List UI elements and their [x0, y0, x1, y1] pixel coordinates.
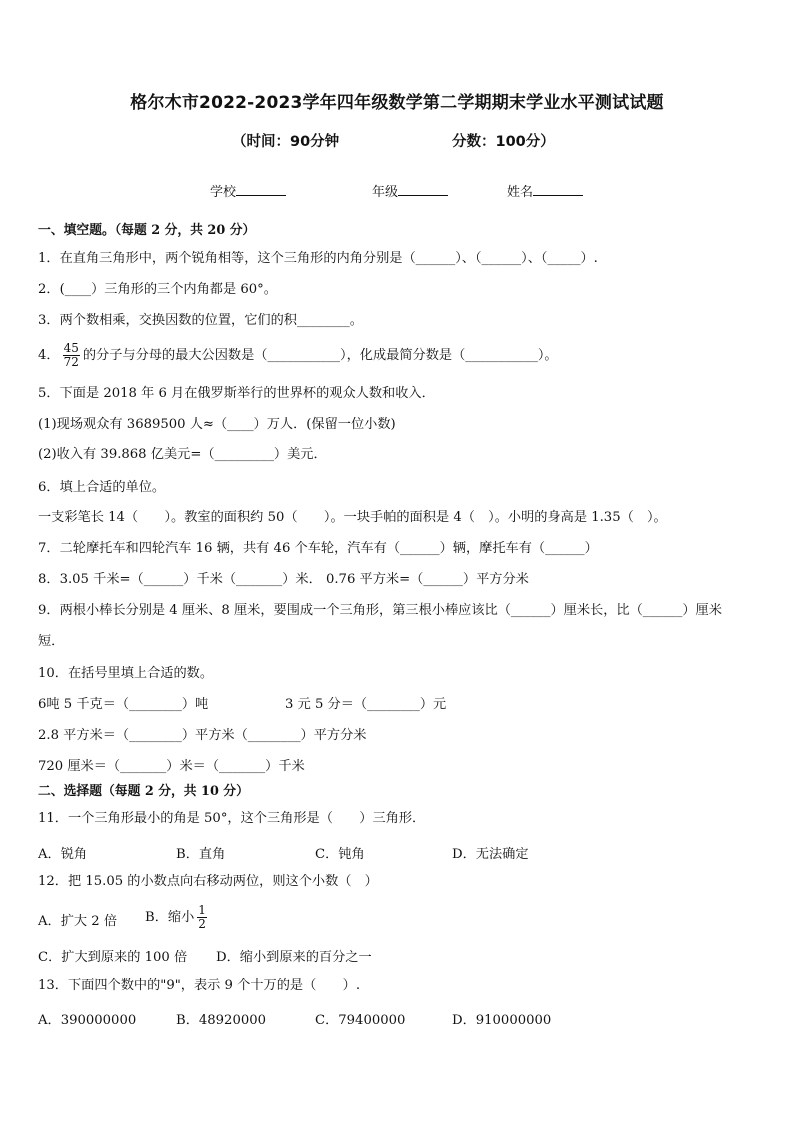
section1-heading: 一、填空题。（每题 2 分，共 20 分）	[38, 223, 256, 238]
q4-denominator: 72	[63, 355, 79, 369]
question-6-blanks: 一支彩笔长 14（ ）。教室的面积约 50（ ）。一块手帕的面积是 4（ ）。小明的身高是 1.35（ ）。	[38, 510, 667, 525]
q13-option-c[interactable]: C．79400000	[315, 1013, 406, 1028]
school-field	[210, 181, 286, 200]
q4-numerator: 45	[63, 341, 79, 355]
q13-option-b[interactable]: B．48920000	[176, 1013, 267, 1028]
question-10-a1: 6吨 5 千克＝（________）吨	[38, 697, 209, 712]
q12-numerator: 1	[198, 903, 206, 917]
question-12: 12．把 15.05 的小数点向右移动两位，则这个小数（ ）	[38, 874, 378, 889]
q12-fraction	[197, 904, 207, 931]
question-4	[38, 339, 558, 373]
question-10-a2: 3 元 5 分＝（________）元	[285, 697, 447, 712]
grade-blank[interactable]	[398, 183, 448, 196]
name-label: 姓名	[507, 185, 534, 200]
school-label: 学校	[210, 185, 237, 200]
question-11: 11．一个三角形最小的角是 50°，这个三角形是（ ）三角形．	[38, 811, 426, 826]
exam-time: （时间：90分钟	[232, 134, 340, 150]
q4-fraction	[63, 342, 80, 369]
q11-option-a[interactable]: A．锐角	[38, 847, 88, 862]
question-5: 5．下面是 2018 年 6 月在俄罗斯举行的世界杯的观众人数和收入．	[38, 386, 435, 401]
question-5-part1: (1)现场观众有 3689500 人≈（____）万人．(保留一位小数)	[38, 417, 396, 432]
q12-option-a[interactable]: A．扩大 2 倍	[38, 914, 118, 929]
q12-option-c[interactable]: C．扩大到原来的 100 倍	[38, 950, 188, 965]
question-8: 8．3.05 千米=（______）千米（_______）米． 0.76 平方米=（______）平方分米	[38, 572, 529, 587]
name-blank[interactable]	[533, 183, 583, 196]
grade-label: 年级	[372, 185, 399, 200]
q13-option-d[interactable]: D．910000000	[452, 1013, 552, 1028]
question-5-part2: (2)收入有 39.868 亿美元=（_________）美元．	[38, 447, 327, 462]
q4-prefix: 4．	[38, 348, 60, 363]
question-10-c: 720 厘米＝（_______）米＝（_______）千米	[38, 759, 305, 774]
q11-option-b[interactable]: B．直角	[176, 847, 226, 862]
school-blank[interactable]	[236, 183, 286, 196]
question-6: 6．填上合适的单位。	[38, 480, 166, 495]
page-title: 格尔木市2022-2023学年四年级数学第二学期期末学业水平测试试题	[130, 93, 664, 113]
q12-option-d[interactable]: D．缩小到原来的百分之一	[216, 950, 372, 965]
q4-text: 的分子与分母的最大公因数是（___________），化成最简分数是（___________）。	[82, 348, 558, 363]
question-10: 10．在括号里填上合适的数。	[38, 666, 214, 681]
q13-option-a[interactable]: A．390000000	[38, 1013, 137, 1028]
q12-option-b[interactable]	[145, 901, 210, 935]
question-1: 1．在直角三角形中，两个锐角相等，这个三角形的内角分别是（______）、（______）、（_____）.	[38, 251, 598, 266]
name-field	[507, 181, 583, 200]
question-7: 7．二轮摩托车和四轮汽车 16 辆，共有 46 个车轮，汽车有（______）辆，摩托车有（______）	[38, 541, 598, 556]
q11-option-d[interactable]: D．无法确定	[452, 847, 529, 862]
question-9-end: 短．	[38, 634, 65, 649]
question-13: 13．下面四个数中的"9"，表示 9 个十万的是（ ）.	[38, 978, 361, 993]
exam-score: 分数：100分）	[452, 134, 555, 150]
q11-option-c[interactable]: C．钝角	[315, 847, 365, 862]
question-2: 2．(____）三角形的三个内角都是 60°。	[38, 282, 277, 297]
question-9: 9．两根小棒长分别是 4 厘米、8 厘米，要围成一个三角形，第三根小棒应该比（______）厘米长，比（______）厘米	[38, 603, 722, 618]
question-10-b: 2.8 平方米＝（________）平方米（________）平方分米	[38, 728, 367, 743]
q12-denominator: 2	[198, 917, 206, 931]
section2-heading: 二、选择题（每题 2 分，共 10 分）	[38, 784, 249, 799]
q12-option-b-label: B．缩小	[145, 910, 195, 925]
grade-field	[372, 181, 448, 200]
question-3: 3．两个数相乘，交换因数的位置，它们的积________。	[38, 313, 363, 328]
